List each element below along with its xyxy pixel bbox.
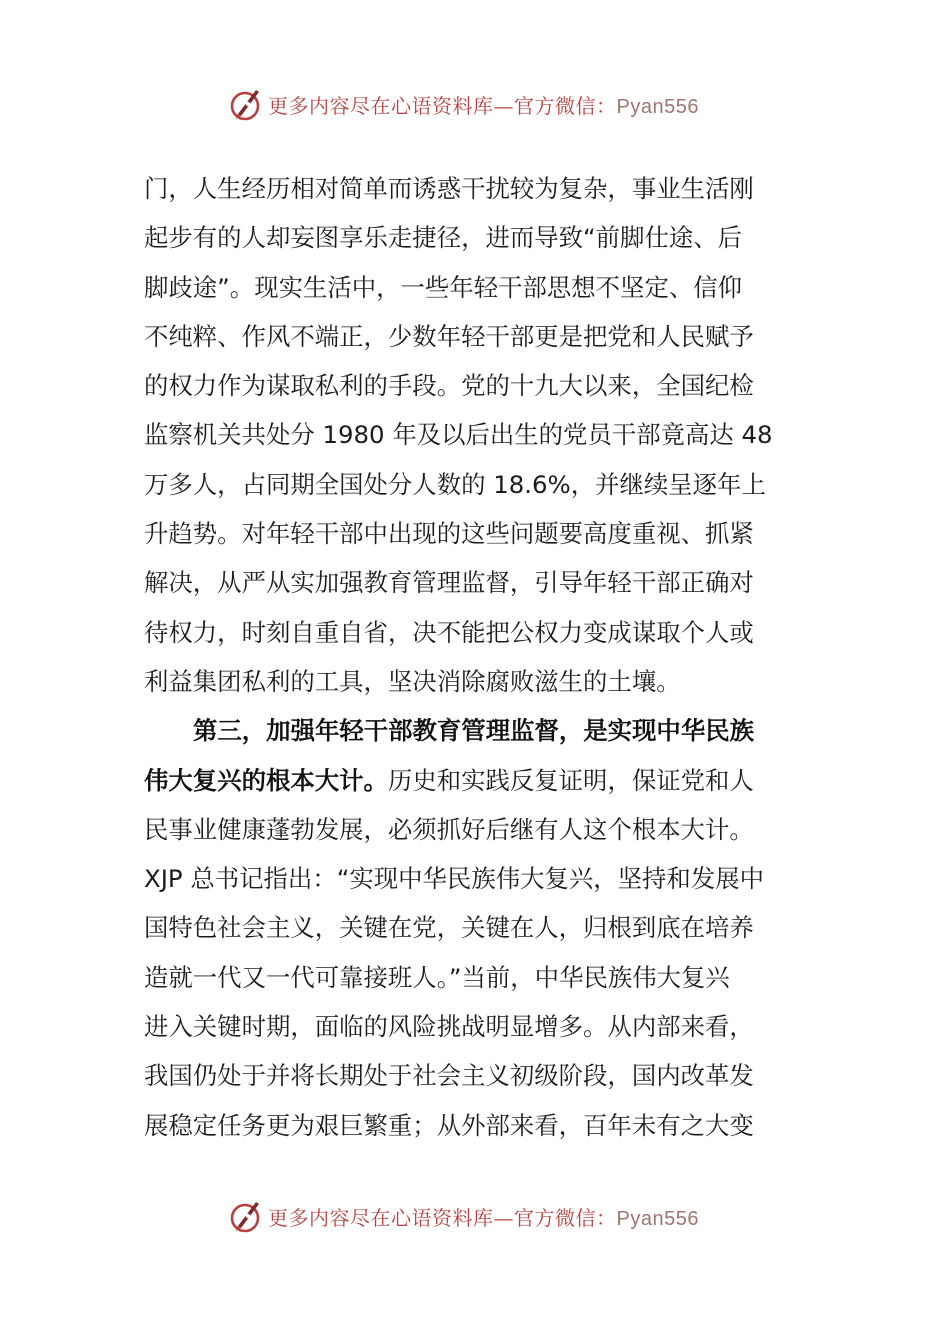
footer-banner-label: 更多内容尽在心语资料库—官方微信： <box>268 1205 617 1230</box>
text-line: 民事业健康蓬勃发展，必须抓好后继有人这个根本大计。 <box>144 814 754 844</box>
text-line: 国特色社会主义，关键在党，关键在人，归根到底在培养 <box>144 913 754 943</box>
header-banner-text <box>268 90 699 119</box>
pen-logo-icon <box>226 1196 266 1236</box>
text-line: 待权力，时刻自重自省，决不能把公权力变成谋取个人或 <box>144 617 754 647</box>
text-line: 门，人生经历相对简单而诱惑干扰较为复杂，事业生活刚 <box>144 174 754 203</box>
text-line: 我国仍处于并将长期处于社会主义初级阶段，国内改革发 <box>144 1061 754 1091</box>
header-banner <box>226 84 699 124</box>
header-banner-label: 更多内容尽在心语资料库—官方微信： <box>268 93 617 118</box>
text-line: 造就一代又一代可靠接班人。”当前，中华民族伟大复兴 <box>144 962 730 992</box>
footer-banner-text <box>268 1202 699 1231</box>
document-body <box>144 164 812 1150</box>
text-line: 不纯粹、作风不端正，少数年轻干部更是把党和人民赋予 <box>144 321 754 351</box>
text-line: 监察机关共处分 1980 年及以后出生的党员干部竟高达 48 <box>144 420 773 450</box>
text-line <box>144 756 812 805</box>
pen-logo-icon <box>226 84 266 124</box>
section-heading: 第三，加强年轻干部教育管理监督，是实现中华民族 <box>193 716 754 746</box>
section-heading-line <box>144 706 812 755</box>
text-line: 升趋势。对年轻干部中出现的这些问题要高度重视、抓紧 <box>144 519 754 549</box>
text-line: 万多人，占同期全国处分人数的 18.6%，并继续呈逐年上 <box>144 469 766 499</box>
footer-banner <box>226 1196 699 1236</box>
footer-wechat-id: Pyan556 <box>616 1207 699 1230</box>
text-line: 脚歧途”。现实生活中，一些年轻干部思想不坚定、信仰 <box>144 272 743 302</box>
text-line: 的权力作为谋取私利的手段。党的十九大以来，全国纪检 <box>144 371 754 401</box>
text-line: 解决，从严从实加强教育管理监督，引导年轻干部正确对 <box>144 568 754 598</box>
text-line: 利益集团私利的工具，坚决消除腐败滋生的土壤。 <box>144 666 681 696</box>
text-line: XJP 总书记指出：“实现中华民族伟大复兴，坚持和发展中 <box>144 864 764 894</box>
header-wechat-id: Pyan556 <box>616 95 699 118</box>
text-line: 展稳定任务更为艰巨繁重；从外部来看，百年未有之大变 <box>144 1110 754 1140</box>
text-segment: 历史和实践反复证明，保证党和人 <box>387 765 754 795</box>
text-line: 起步有的人却妄图享乐走捷径，进而导致“前脚仕途、后 <box>144 223 743 253</box>
text-line: 进入关键时期，面临的风险挑战明显增多。从内部来看， <box>144 1012 754 1042</box>
section-heading-end: 伟大复兴的根本大计。 <box>144 765 388 795</box>
